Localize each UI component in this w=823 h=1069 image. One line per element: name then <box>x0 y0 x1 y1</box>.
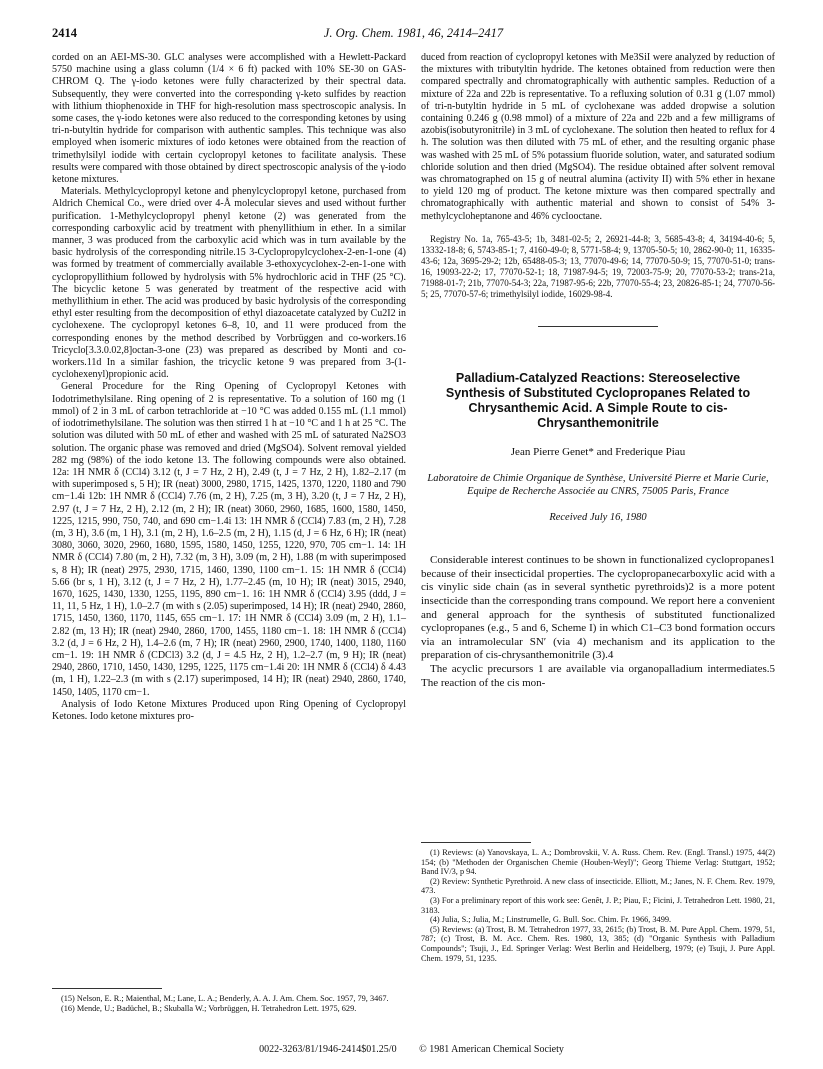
footnote-rule <box>52 988 162 989</box>
paragraph: The acyclic precursors 1 are available via organopalladium intermediates.5 The reaction of the cis mon- <box>421 663 775 689</box>
registry-numbers <box>421 234 775 300</box>
article-affiliation: Laboratoire de Chimie Organique de Synthèse, Université Pierre et Marie Curie, Equipe de Recherche Associée au CNRS, 75005 Paris, France <box>427 473 769 497</box>
article-code: 0022-3263/81/1946-2414$01.25/0 <box>259 1044 397 1055</box>
paragraph: Considerable interest continues to be shown in functionalized cyclopropanes1 because of their insecticidal properties. The cyclopropanecarboxylic acid with a cis vinylic side chain (as in several synthetic pyrethroids)2 is a more potent insecticide than the corresponding trans compound. We report here a convenient and general approach for the synthesis of substituted functionalized cyclopropanes (e.g., 5 and 6, Scheme I) in which C1–C3 bond formation occurs via an intramolecular SN′ (via 4) mechanism and its application to the preparation of cis-chrysanthemonitrile (3).4 <box>421 554 775 662</box>
paragraph: Analysis of Iodo Ketone Mixtures Produced upon Ring Opening of Cyclopropyl Ketones. Iodo ketone mixtures pro- <box>52 698 406 722</box>
footnote: (2) Review: Synthetic Pyrethroid. A new class of insecticide. Elliott, M.; Janes, N. F. Chem. Rev. 1979, 473. <box>421 876 775 896</box>
footnotes-right <box>421 848 775 963</box>
article-authors: Jean Pierre Genet* and Frederique Piau <box>510 445 686 458</box>
page-footer <box>0 1044 823 1055</box>
article-title: Palladium-Catalyzed Reactions: Stereoselective Synthesis of Substituted Cyclopropanes Related to Chrysanthemic Acid. A Simple Route to cis-Chrysanthemonitrile <box>445 370 751 430</box>
article-body <box>421 554 775 690</box>
paragraph: duced from reaction of cyclopropyl ketones with Me3SiI were analyzed by reduction of the mixtures with tributyltin hydride. The ketones obtained from reduction were then compared spectrally and chromatographically with authentic samples. Reduction of a mixture of 22a and 22b is representative. To a refluxing solution of 0.31 g (1.07 mmol) of tri-n-butyltin hydride in 5 mL of cyclohexane was added dropwise a solution containing 0.246 g (0.98 mmol) of a mixture of 22a and 22b and a few milligrams of azobis(isobutyronitrile) in 3 mL of cyclohexane. The solution then heated to reflux for 4 h. The solution was then diluted with 75 mL of ether, and the resulting organic phase was washed with 25 mL of 5% potassium fluoride solution, water, and saturated sodium chloride solution and then dried (MgSO4). The residue obtained after solvent removal was chromatographed on 15 g of neutral alumina (activity II) with 5% ether in hexane to yield 120 mg of product. The ketone mixture was then compared spectrally and chromatographically with authentic material and shown to consist of 54% 3-methylcycloheptanone and 46% cyclooctane. <box>421 52 775 222</box>
section-divider <box>538 326 658 327</box>
left-column <box>52 52 406 723</box>
paragraph: corded on an AEI-MS-30. GLC analyses were accomplished with a Hewlett-Packard 5750 machine using a glass column (1/4 × 6 ft) packed with 10% SE-30 on GAS-CHROM Q. The γ-iodo ketones were fully characterized by their spectral data. Subsequently, they were converted into the corresponding γ-keto sulfides by reaction with lithium thiophenoxide in THF for high-resolution mass spectroscopic analysis. In some cases, the γ-iodo ketones were also reduced to the corresponding ketones by using tri-n-butyltin hydride for comparison with authentic samples. This technique was also employed when isomeric mixtures of iodo ketones were obtained from the reaction of trimethylsilyl iodide with certain cyclopropyl ketones to facilitate analysis. These results were compared with those obtained by direct spectroscopic analysis of the γ-iodo ketone mixtures. <box>52 52 406 186</box>
journal-citation: J. Org. Chem. 1981, 46, 2414–2417 <box>323 26 504 40</box>
footnote: (16) Mende, U.; Badüchel, B.; Skuballa W.; Vorbrüggen, H. Tetrahedron Lett. 1975, 629. <box>61 1003 357 1013</box>
paragraph: General Procedure for the Ring Opening of Cyclopropyl Ketones with Iodotrimethylsilane. Ring opening of 2 is representative. To a solution of 160 mg (1 mmol) of 2 in 3 mL of carbon tetrachloride at −10 °C was added 0.155 mL (1.1 mmol) of iodotrimethylsilane. The solution was then stirred 1 h at −10 °C and 1 h at 25 °C. The solution was diluted with 50 mL of ether and washed with 25 mL of saturated Na2SO3 solution. The organic phase was removed and dried (MgSO4). Solvent removal yielded 282 mg (98%) of the iodo ketone 13. The following compounds were also obtained. 12a: 1H NMR δ (CCl4) 3.12 (t, J = 7 Hz, 2 H), 2.49 (t, J = 7 Hz, 2 H), 1.82–2.17 (m with superimposed s, 5 H); IR (neat) 3000, 2980, 1715, 1425, 1370, 1220, 1180 and 790 cm−1.4i 12b: 1H NMR δ (CCl4) 7.76 (m, 2 H), 7.25 (m, 3 H), 3.20 (t, J = 7 Hz, 2 H), 2.97 (t, J = 7 Hz, 2 H), 2.12 (m, 2 H); IR (neat) 3060, 2960, 1685, 1600, 1580, 1450, 1225, 1215, 990, 750, 740, and 690 cm−1.4i 13: 1H NMR δ (CCl4) 7.83 (m, 2 H), 7.28 (m, 3 H), 3.6 (m, 1 H), 3.1 (m, 2 H), 1.6–2.5 (m, 2 H), 1.15 (d, J = 6 Hz, 6 H); IR (neat) 3080, 3060, 3020, 2960, 1680, 1595, 1580, 1450, 1255, 1220, 970, 705 cm−1. 14: 1H NMR δ (CCl4) 7.80 (m, 2 H), 7.32 (m, 3 H), 3.09 (m, 2 H), 1.88 (m with superimposed s, 8 H); IR (neat) 2975, 2930, 1715, 1460, 1390, 1100 cm−1. 15: 1H NMR δ (CCl4) 5.66 (br s, 1 H), 3.12 (t, J = 7 Hz, 2 H), 1.77–2.45 (m, 10 H); IR (neat) 3015, 2940, 1670, 1625, 1430, 1330, 1255, 1195, 890 cm−1. 16: 1H NMR δ (CCl4) 3.95 (ddd, J = 11, 11, 5 Hz, 1 H), 1.0–2.7 (m with s (2.05) superimposed, 14 H); IR (neat) 2940, 2860, 1715, 1450, 1360, 1170, 1145, 655 cm−1. 17: 1H NMR δ (CCl4) 3.09 (m, 2 H), 1.1–2.82 (m, 13 H); IR (neat) 2940, 2860, 1700, 1455, 1180 cm−1. 18: 1H NMR δ (CCl4) 3.2 (d, J = 6 Hz, 2 H), 1.4–2.6 (m, 7 H); IR (neat) 2960, 2900, 1740, 1400, 1180, 1160 cm−1. 19: 1H NMR δ (CDCl3) 3.2 (d, J = 4.5 Hz, 2 H), 1.2–2.7 (m, 9 H); IR (neat) 2940, 2860, 1710, 1450, 1430, 1295, 1225, 1175 cm−1.4i 20: 1H NMR δ (CCl4) δ 4.43 (m, 1 H), 1.22–2.3 (m with s (2.17) superimposed, 14 H); IR (neat) 2940, 2860, 1740, 1450, 1405, 1170 cm−1. <box>52 381 406 698</box>
footnote: (4) Julia, S.; Julia, M.; Linstrumelle, G. Bull. Soc. Chim. Fr. 1966, 3499. <box>430 915 672 925</box>
page-number: 2414 <box>52 26 77 40</box>
footnote: (5) Reviews: (a) Trost, B. M. Tetrahedron 1977, 33, 2615; (b) Trost, B. M. Pure Appl. Chem. 1979, 51, 787; (c) Trost, B. M. Acc. Chem. Res. 1980, 13, 385; (d) "Organic Synthesis with Palladium Compounds"; Tsuji, J., Ed. Springer Verlag: West Berlin and Heidelberg, 1979; (e) Tsuji, J. Pure Appl. Chem. 1979, 51, 1235. <box>421 924 775 963</box>
footnote: (3) For a preliminary report of this work see: Genêt, J. P.; Piau, F.; Ficini, J. Tetrahedron Lett. 1980, 21, 3183. <box>421 895 775 915</box>
running-header <box>52 26 775 42</box>
received-date: Received July 16, 1980 <box>549 512 647 524</box>
registry-text: Registry No. 1a, 765-43-5; 1b, 3481-02-5; 2, 26921-44-8; 3, 5685-43-8; 4, 34194-40-6; 5, 13332-18-8; 6, 5743-85-1; 7, 4160-49-0; 8, 5771-58-4; 9, 13705-50-5; 10, 2862-90-0; 11, 16335-43-6; 12a, 3695-29-2; 12b, 65488-05-3; 13, 77070-49-6; 14, 77070-50-9; 15, 77070-51-0; trans-16, 19093-22-2; 17, 77070-52-1; 18, 71987-94-5; 19, 72003-75-9; 20, 77070-53-2; trans-21a, 71988-01-7; 21b, 77070-54-3; 22a, 71987-95-6; 22b, 77070-55-4; 23, 20826-85-1; 24, 77070-56-5; 25, 77070-57-6; trimethylsilyl iodide, 16029-98-4. <box>421 233 775 299</box>
right-column <box>421 52 775 690</box>
footnote: (1) Reviews: (a) Yanovskaya, L. A.; Dombrovskii, V. A. Russ. Chem. Rev. (Engl. Transl.) 1975, 44(2) 154; (b) "Methoden der Organischen Chemie (Houben-Weyl)"; Georg Thieme Verlag: Stuttgart, 1952; Band IV/3, p 94. <box>421 848 775 877</box>
footnote: (15) Nelson, E. R.; Maienthal, M.; Lane, L. A.; Benderly, A. A. J. Am. Chem. Soc. 1957, 79, 3467. <box>61 994 389 1003</box>
copyright-notice: © 1981 American Chemical Society <box>419 1044 564 1055</box>
paragraph: Materials. Methylcyclopropyl ketone and phenylcyclopropyl ketone, purchased from Aldrich Chemical Co., were dried over 4-Å molecular sieves and used without further purification. 1-Methylcyclopropyl phenyl ketone (2) was generated from the corresponding carboxylic acid by treatment with phenyllithium in ether. In a similar manner, 3 was produced from the carboxylic acid which was in turn available by the basic hydrolysis of the corresponding nitrile.15 3-Cyclopropylcyclohex-2-en-1-one (4) was formed by treatment of commercially available 3-ethoxycyclohex-2-en-1-one with cyclopropyllithium followed by hydrolysis with 5% hydrochloric acid in THF (25 °C). The bicyclic ketone 5 was generated by treatment of the respective acid with methyllithium in ether. The acid was produced by basic hydrolysis of the corresponding ethyl ester resulting from the decomposition of ethyl diazoacetate catalyzed by Cu2I2 in cyclohexene. The cyclopropyl ketones 6–8, 10, and 11 were produced from the corresponding enones by the method described by Vorbrüggen and co-workers.16 Tricyclo[3.3.0.02,8]octan-3-one (23) was prepared as described by Monti and co-workers.11d In a similar fashion, the tricyclic ketone 9 was prepared from 3-(1-cyclohexenyl)propionic acid. <box>52 186 406 381</box>
footnote-rule <box>421 842 531 843</box>
footnotes-left <box>52 994 406 1013</box>
